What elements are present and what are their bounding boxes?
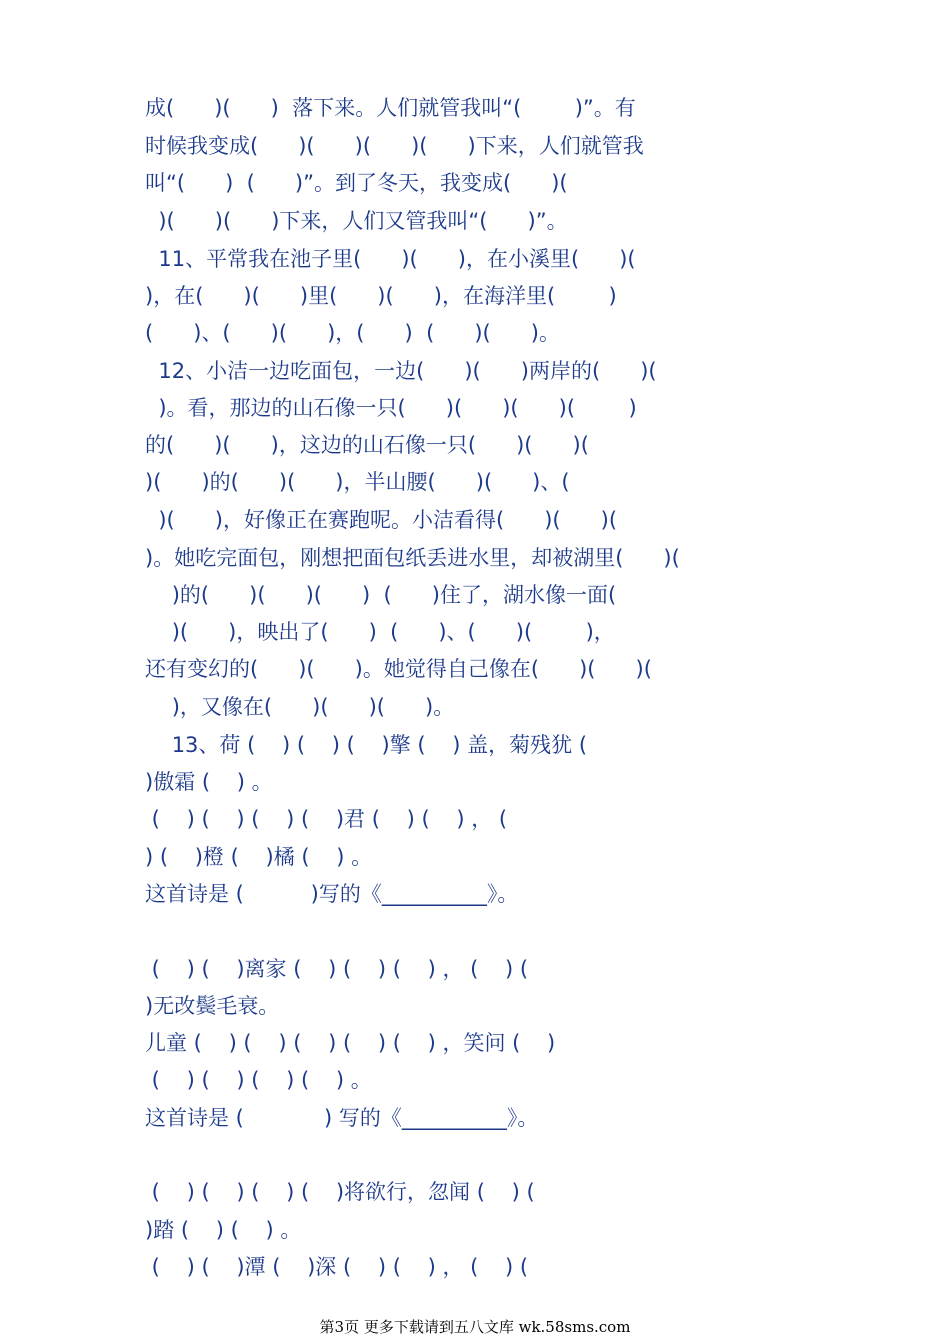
text-line: )踏 ( ) ( ) 。: [145, 1218, 302, 1242]
text-line: ( ) ( )潭 ( )深 ( ) ( ) ， ( ) (: [145, 1255, 529, 1279]
text-line: )。她吃完面包，刚想把面包纸丢进水里，却被湖里( )(: [145, 546, 680, 570]
page-footer: 第3页 更多下载请到五八文库 wk.58sms.com: [319, 1318, 631, 1336]
text-line: 时候我变成( )( )( )( )下来，人们就管我: [145, 134, 644, 158]
text-line: 11、平常我在池子里( )( )，在小溪里( )(: [145, 247, 636, 271]
text-line: ( )、( )( )，( ) ( )( )。: [145, 321, 560, 345]
text-line: )。看，那边的山石像一只( )( )( )( ): [145, 396, 637, 420]
text-line: 这首诗是 ( )写的《__________》。: [145, 882, 519, 906]
text-line: ( ) ( )离家 ( ) ( ) ( ) ， ( ) (: [145, 957, 529, 981]
text-line: [145, 913, 825, 949]
text-line: 12、小洁一边吃面包，一边( )( )两岸的( )(: [145, 359, 657, 383]
text-line: ) ( )橙 ( )橘 ( ) 。: [145, 845, 373, 869]
text-line: 叫“( ) ( )”。到了冬天，我变成( )(: [145, 171, 568, 195]
text-line: 这首诗是 ( ) 写的《__________》。: [145, 1106, 539, 1130]
text-line: 儿童 ( ) ( ) ( ) ( ) ( ) ，笑问 ( ): [145, 1031, 556, 1055]
text-line: )( )( )下来，人们又管我叫“( )”。: [145, 209, 568, 233]
text-line: )，又像在( )( )( )。: [145, 695, 455, 719]
text-line: )( )，好像正在赛跑呢。小洁看得( )( )(: [145, 508, 618, 532]
text-line: ( ) ( ) ( ) ( ) 。: [145, 1068, 372, 1092]
text-line: 成( )( ) 落下来。人们就管我叫“( )”。有: [145, 96, 636, 120]
text-line: 的( )( )，这边的山石像一只( )( )(: [145, 433, 589, 457]
text-line: 还有变幻的( )( )。她觉得自己像在( )( )(: [145, 657, 652, 681]
text-line: ( ) ( ) ( ) ( )将欲行，忽闻 ( ) (: [145, 1180, 535, 1204]
text-line: )，在( )( )里( )( )，在海洋里( ): [145, 284, 617, 308]
text-line: [145, 1137, 825, 1173]
text-line: 13、荷 ( ) ( ) ( )擎 ( ) 盖，菊残犹 (: [145, 733, 588, 757]
text-line: )( )，映出了( ) ( )、( )( )，: [145, 620, 615, 644]
text-line: )( )的( )( )，半山腰( )( )、(: [145, 470, 570, 494]
text-line: )无改鬓毛衰。: [145, 994, 280, 1018]
text-line: )的( )( )( ) ( )住了，湖水像一面(: [145, 583, 617, 607]
text-line: )傲霜 ( ) 。: [145, 770, 273, 794]
text-line: ( ) ( ) ( ) ( )君 ( ) ( ) ， (: [145, 807, 508, 831]
